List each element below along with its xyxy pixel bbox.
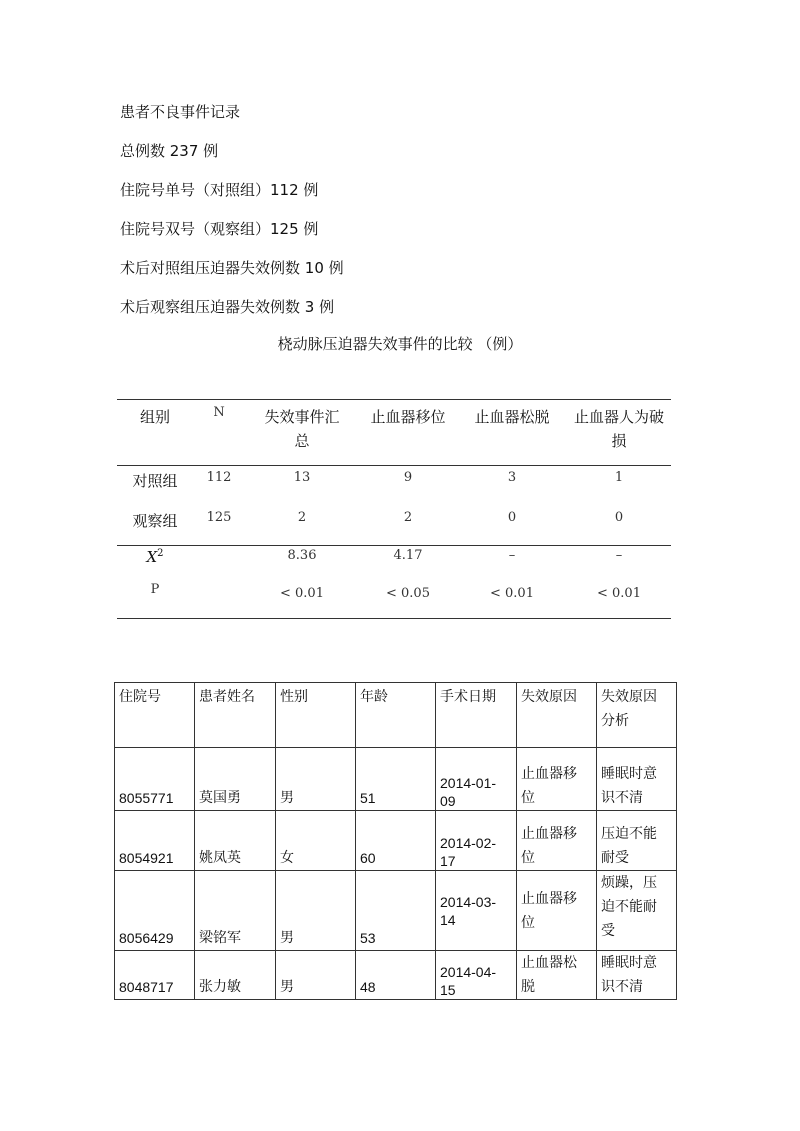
header-total-line2: 总 bbox=[294, 432, 310, 450]
p-shift: < 0.05 bbox=[386, 586, 430, 601]
patient-age: 60 bbox=[356, 811, 436, 871]
comparison-table bbox=[117, 399, 671, 619]
header-patient-name: 患者姓名 bbox=[195, 683, 276, 748]
header-group: 组别 bbox=[139, 408, 170, 426]
table-caption: 桡动脉压迫器失效事件的比较 （例） bbox=[277, 335, 523, 353]
patient-table-header bbox=[115, 683, 677, 748]
table-row bbox=[115, 951, 677, 1000]
patient-age: 53 bbox=[356, 871, 436, 951]
surgery-date: 2014-01- 09 bbox=[436, 748, 517, 811]
admission-no: 8048717 bbox=[115, 951, 195, 1000]
surgery-date: 2014-04- 15 bbox=[436, 951, 517, 1000]
header-sex: 性别 bbox=[276, 683, 356, 748]
surgery-date: 2014-03- 14 bbox=[436, 871, 517, 951]
row-observe-shift: 2 bbox=[403, 510, 413, 525]
record-title: 患者不良事件记录 bbox=[120, 103, 241, 121]
p-total: < 0.01 bbox=[280, 586, 324, 601]
control-failure-count: 术后对照组压迫器失效例数 10 例 bbox=[120, 259, 344, 277]
header-admission-no: 住院号 bbox=[115, 683, 195, 748]
failure-reason: 止血器移 位 bbox=[517, 748, 597, 811]
patient-sex: 女 bbox=[276, 811, 356, 871]
header-damage-line1: 止血器人为破 bbox=[573, 408, 664, 426]
chi-damage: – bbox=[615, 548, 623, 563]
observation-group-count: 住院号双号（观察组）125 例 bbox=[120, 220, 319, 238]
header-failure-reason: 失效原因 bbox=[517, 683, 597, 748]
stat-divider bbox=[117, 545, 671, 546]
row-control-damage: 1 bbox=[614, 470, 624, 485]
chi-square-label: $X^2$ bbox=[146, 548, 164, 566]
header-damage-line2: 损 bbox=[611, 432, 627, 450]
header-surgery-date: 手术日期 bbox=[436, 683, 517, 748]
patient-sex: 男 bbox=[276, 871, 356, 951]
header-divider bbox=[117, 465, 671, 466]
chi-loose: – bbox=[508, 548, 516, 563]
patient-table bbox=[114, 682, 677, 1000]
patient-name: 莫国勇 bbox=[195, 748, 276, 811]
header-n: N bbox=[213, 405, 225, 420]
total-count: 总例数 237 例 bbox=[120, 142, 219, 160]
admission-no: 8054921 bbox=[115, 811, 195, 871]
patient-sex: 男 bbox=[276, 748, 356, 811]
row-observe-label: 观察组 bbox=[132, 512, 178, 530]
failure-reason: 止血器移 位 bbox=[517, 811, 597, 871]
row-observe-n: 125 bbox=[206, 510, 232, 525]
row-control-n: 112 bbox=[206, 470, 232, 485]
observation-failure-count: 术后观察组压迫器失效例数 3 例 bbox=[120, 298, 335, 316]
patient-sex: 男 bbox=[276, 951, 356, 1000]
row-control-shift: 9 bbox=[403, 470, 413, 485]
patient-name: 姚凤英 bbox=[195, 811, 276, 871]
p-loose: < 0.01 bbox=[490, 586, 534, 601]
surgery-date: 2014-02- 17 bbox=[436, 811, 517, 871]
row-control-total: 13 bbox=[293, 470, 311, 485]
row-control-loose: 3 bbox=[507, 470, 517, 485]
admission-no: 8055771 bbox=[115, 748, 195, 811]
failure-analysis: 睡眠时意 识不清 bbox=[597, 748, 677, 811]
table-row bbox=[115, 811, 677, 871]
header-failure-analysis: 失效原因 分析 bbox=[597, 683, 677, 748]
p-label: P bbox=[150, 582, 160, 597]
header-loose: 止血器松脱 bbox=[474, 408, 550, 426]
failure-analysis: 烦躁，压 迫不能耐 受 bbox=[597, 871, 677, 951]
p-damage: < 0.01 bbox=[597, 586, 641, 601]
table-row bbox=[115, 748, 677, 811]
row-observe-damage: 0 bbox=[614, 510, 624, 525]
failure-analysis: 睡眠时意 识不清 bbox=[597, 951, 677, 1000]
header-total-line1: 失效事件汇 bbox=[264, 408, 340, 426]
row-observe-total: 2 bbox=[297, 510, 307, 525]
failure-reason: 止血器松 脱 bbox=[517, 951, 597, 1000]
chi-total: 8.36 bbox=[287, 548, 317, 563]
header-shift: 止血器移位 bbox=[370, 408, 446, 426]
control-group-count: 住院号单号（对照组）112 例 bbox=[120, 181, 319, 199]
row-observe-loose: 0 bbox=[507, 510, 517, 525]
chi-shift: 4.17 bbox=[393, 548, 423, 563]
patient-name: 张力敏 bbox=[195, 951, 276, 1000]
failure-reason: 止血器移 位 bbox=[517, 871, 597, 951]
patient-name: 梁铭军 bbox=[195, 871, 276, 951]
header-age: 年龄 bbox=[356, 683, 436, 748]
failure-analysis: 压迫不能 耐受 bbox=[597, 811, 677, 871]
admission-no: 8056429 bbox=[115, 871, 195, 951]
row-control-label: 对照组 bbox=[132, 472, 178, 490]
table-row bbox=[115, 871, 677, 951]
patient-age: 51 bbox=[356, 748, 436, 811]
patient-age: 48 bbox=[356, 951, 436, 1000]
